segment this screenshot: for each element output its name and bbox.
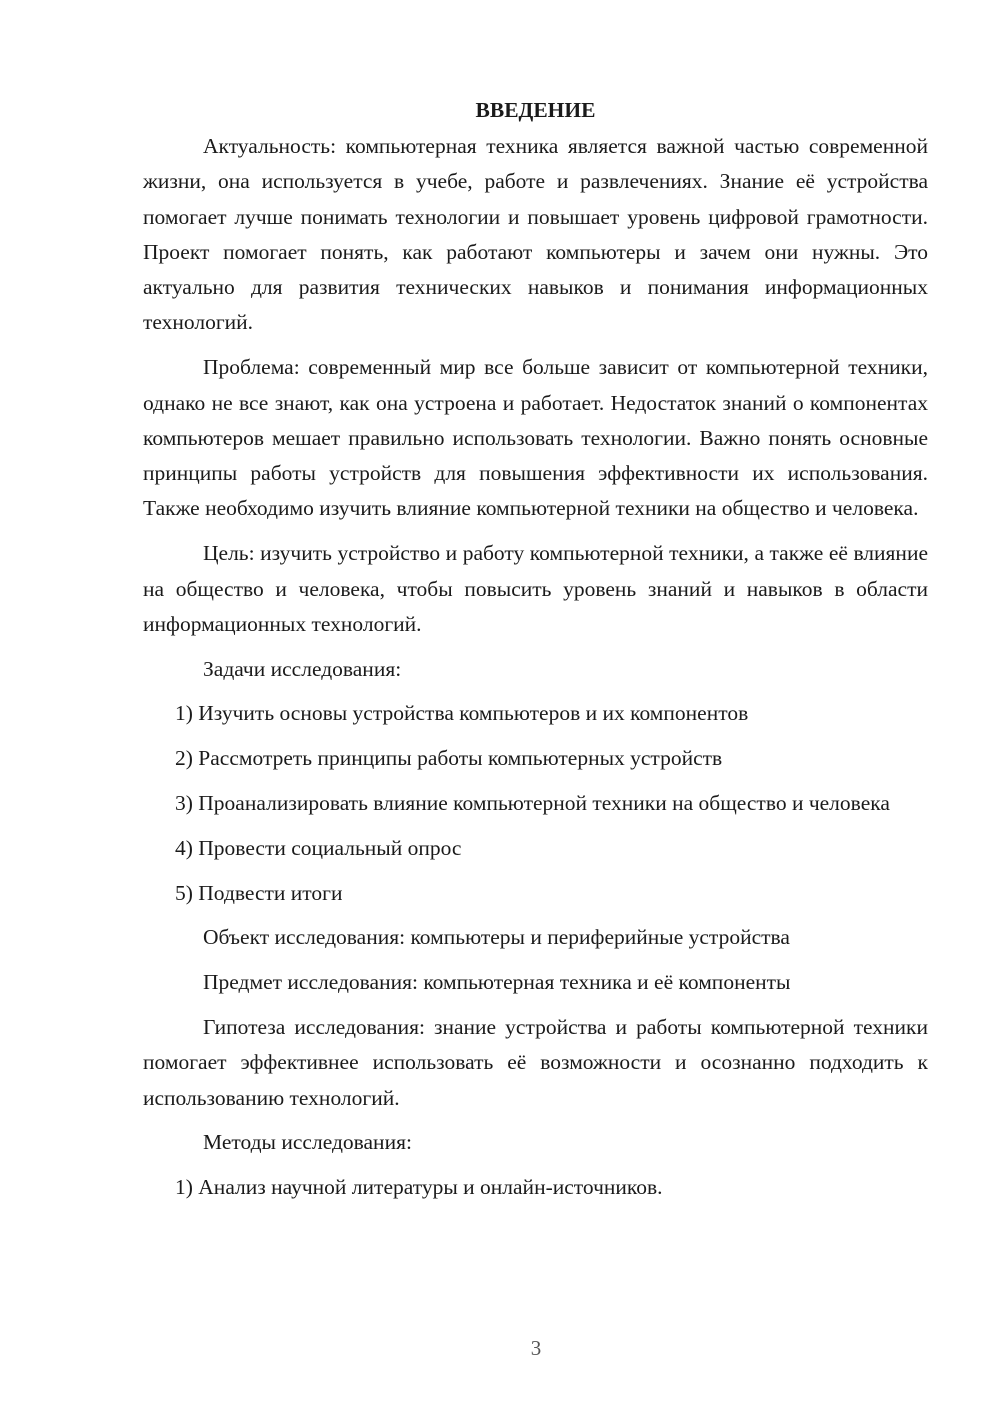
task-item-4: 4) Провести социальный опрос — [175, 835, 462, 860]
tasks-title: Задачи исследования: — [203, 656, 402, 681]
section-heading: ВВЕДЕНИЕ — [475, 98, 596, 122]
task-item-3: 3) Проанализировать влияние компьютерной техники на общество и человека — [175, 791, 890, 816]
methods-title: Методы исследования: — [203, 1130, 412, 1155]
task-item-2: 2) Рассмотреть принципы работы компьютерных устройств — [175, 746, 723, 771]
actuality-paragraph: Актуальность: компьютерная техника является важной частью современной жизни, она используется в учебе, работе и развлечениях. Знание её устройства помогает лучше понимать технологии и повышает уровень цифровой грамотности. Проект помогает понять, как работают компьютеры и зачем они нужны. Это актуально для развития технических навыков и понимания информационных технологий. — [143, 134, 928, 335]
goal-paragraph: Цель: изучить устройство и работу компьютерной техники, а также её влияние на общество и человека, чтобы повысить уровень знаний и навыков в области информационных технологий. — [143, 541, 928, 636]
page-number: 3 — [530, 1336, 542, 1360]
subject-paragraph: Предмет исследования: компьютерная техника и её компоненты — [203, 970, 791, 995]
problem-paragraph: Проблема: современный мир все больше зависит от компьютерной техники, однако не все знают, как она устроена и работает. Недостаток знаний о компонентах компьютеров мешает правильно использовать технологии. Важно понять основные принципы работы устройств для повышения эффективности их использования. Также необходимо изучить влияние компьютерной техники на общество и человека. — [143, 355, 928, 521]
object-paragraph: Объект исследования: компьютеры и периферийные устройства — [203, 925, 790, 950]
task-item-5: 5) Подвести итоги — [175, 880, 343, 905]
task-item-1: 1) Изучить основы устройства компьютеров и их компонентов — [175, 701, 749, 726]
hypothesis-paragraph: Гипотеза исследования: знание устройства и работы компьютерной техники помогает эффективнее использовать её возможности и осознанно подходить к использованию технологий. — [143, 1015, 928, 1110]
method-item-1: 1) Анализ научной литературы и онлайн-источников. — [175, 1175, 663, 1200]
document-page — [143, 92, 928, 1215]
